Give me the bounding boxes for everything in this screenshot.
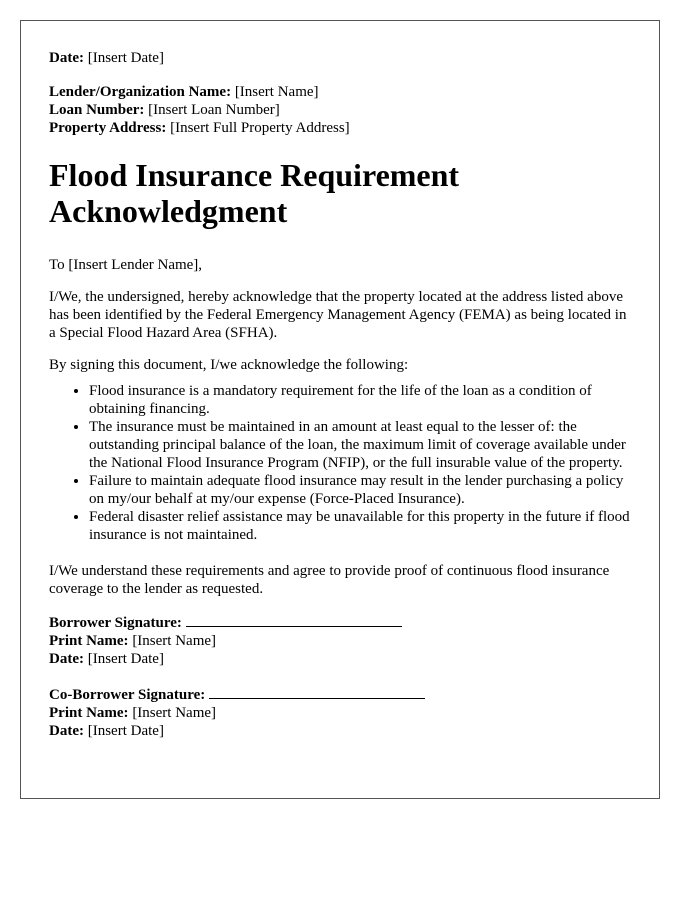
date-label: Date:: [49, 50, 84, 66]
property-address-label: Property Address:: [49, 120, 167, 136]
co-borrower-date-label: Date:: [49, 723, 84, 739]
lender-label: Lender/Organization Name:: [49, 84, 232, 100]
borrower-print-name-label: Print Name:: [49, 633, 129, 649]
co-borrower-signature-block: [49, 684, 631, 740]
borrower-print-name-value: [Insert Name]: [132, 633, 217, 649]
co-borrower-signature-field[interactable]: [209, 684, 425, 699]
loan-number-label: Loan Number:: [49, 102, 145, 118]
list-item: • Failure to maintain adequate flood insurance may result in the lender purchasing a policy on my/our behalf at my/our expense (Force-Placed Insurance).: [89, 472, 631, 508]
closing-paragraph: I/We understand these requirements and agree to provide proof of continuous flood insurance coverage to the lender as requested.: [49, 563, 610, 597]
co-borrower-date-value: [Insert Date]: [87, 723, 164, 739]
salutation: To [Insert Lender Name],: [49, 257, 203, 273]
loan-number-value: [Insert Loan Number]: [148, 102, 280, 118]
document-title: Flood Insurance Requirement Acknowledgment: [49, 157, 460, 229]
list-item: • Federal disaster relief assistance may be unavailable for this property in the future if flood insurance is not maintained.: [89, 508, 631, 544]
borrower-date-value: [Insert Date]: [87, 651, 164, 667]
property-address-value: [Insert Full Property Address]: [170, 120, 350, 136]
borrower-date-line: [49, 650, 631, 668]
borrower-date-label: Date:: [49, 651, 84, 667]
borrower-signature-field[interactable]: [186, 612, 402, 627]
list-item: • The insurance must be maintained in an amount at least equal to the lesser of: the outstanding principal balance of the loan, the maximum limit of coverage available under the National Flood Insurance Program (NFIP), or the full insurable value of the property.: [89, 418, 631, 472]
borrower-signature-block: [49, 612, 631, 668]
loan-number-line: [49, 101, 631, 119]
document-page: [20, 20, 660, 799]
co-borrower-date-line: [49, 722, 631, 740]
co-borrower-print-name-line: [49, 704, 631, 722]
lender-value: [Insert Name]: [234, 84, 319, 100]
co-borrower-signature-label: Co-Borrower Signature:: [49, 687, 206, 703]
date-value: [Insert Date]: [87, 50, 164, 66]
date-line: [49, 49, 631, 67]
property-address-line: [49, 119, 631, 137]
acknowledgment-lead-in: By signing this document, I/we acknowledge the following:: [49, 357, 409, 373]
borrower-signature-label: Borrower Signature:: [49, 615, 182, 631]
co-borrower-print-name-label: Print Name:: [49, 705, 129, 721]
acknowledgment-list: [49, 382, 631, 544]
co-borrower-print-name-value: [Insert Name]: [132, 705, 217, 721]
borrower-print-name-line: [49, 632, 631, 650]
list-item: • Flood insurance is a mandatory requirement for the life of the loan as a condition of obtaining financing.: [89, 382, 631, 418]
intro-paragraph: I/We, the undersigned, hereby acknowledge that the property located at the address listed above has been identified by the Federal Emergency Management Agency (FEMA) as being located in a Special Flood Hazard Area (SFHA).: [49, 289, 627, 341]
borrower-signature-line: [49, 612, 631, 632]
co-borrower-signature-line: [49, 684, 631, 704]
lender-line: [49, 83, 631, 101]
